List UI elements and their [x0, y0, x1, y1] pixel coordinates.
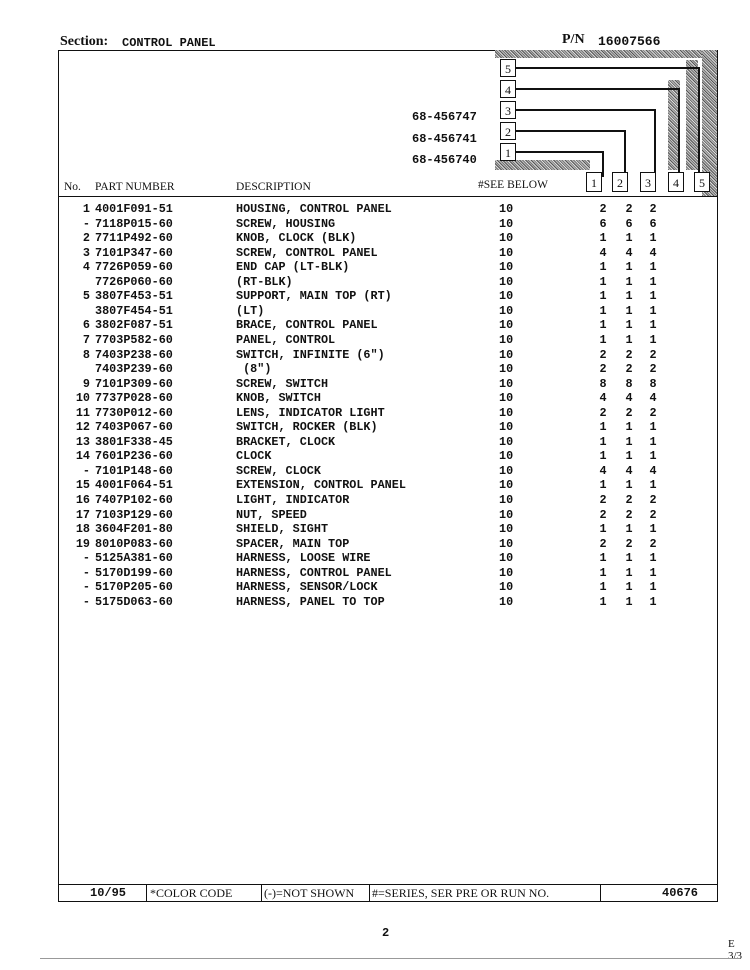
- table-row: [60, 595, 715, 610]
- row-qty-series-2: 4: [625, 463, 633, 478]
- row-see-below: 10: [499, 347, 514, 362]
- row-description: HARNESS, LOOSE WIRE: [236, 551, 371, 566]
- row-qty-series-3: 1: [649, 551, 657, 566]
- row-qty-series-1: 2: [599, 405, 607, 420]
- row-qty-series-2: 2: [625, 493, 633, 507]
- row-qty-series-3: 1: [649, 318, 657, 333]
- table-row: [60, 449, 715, 464]
- row-qty-series-3: 1: [649, 594, 657, 609]
- row-qty-series-1: 1: [599, 434, 607, 449]
- footer-divider-4: [600, 885, 601, 901]
- row-see-below: 10: [499, 493, 514, 507]
- column-header-see-below: #SEE BELOW: [478, 179, 548, 191]
- row-qty-series-2: 2: [625, 536, 633, 551]
- row-part-number: 7726P059-60: [95, 260, 173, 275]
- footer-date: 10/95: [90, 886, 127, 900]
- row-item-number: 6: [82, 318, 90, 333]
- row-qty-series-1: 6: [599, 216, 607, 231]
- row-see-below: 10: [499, 449, 514, 464]
- table-row: [60, 289, 715, 304]
- row-qty-series-2: 1: [625, 420, 633, 435]
- table-row: [60, 537, 715, 552]
- table-row: [60, 420, 715, 435]
- row-qty-series-3: 6: [649, 216, 657, 231]
- row-description: LENS, INDICATOR LIGHT: [236, 405, 385, 420]
- row-part-number: 7703P582-60: [95, 332, 173, 347]
- row-qty-series-2: 2: [625, 347, 633, 362]
- row-qty-series-1: 4: [599, 391, 607, 406]
- series-line-5: [516, 67, 700, 177]
- row-qty-series-3: 1: [649, 449, 657, 464]
- row-description: END CAP (LT-BLK): [236, 260, 350, 275]
- row-part-number: 4001F091-51: [95, 202, 173, 216]
- row-description: KNOB, CLOCK (BLK): [236, 231, 357, 246]
- row-qty-series-2: 1: [625, 303, 633, 318]
- column-header-no: No.: [64, 181, 81, 193]
- table-row: [60, 362, 715, 377]
- row-part-number: 7403P238-60: [95, 347, 173, 362]
- row-item-number: 2: [82, 231, 90, 246]
- series-column-5: 5: [694, 172, 710, 192]
- row-part-number: 5125A381-60: [95, 551, 173, 566]
- row-qty-series-3: 1: [649, 303, 657, 318]
- row-qty-series-3: 2: [649, 507, 657, 522]
- row-qty-series-3: 1: [649, 260, 657, 275]
- row-description: EXTENSION, CONTROL PANEL: [236, 478, 406, 493]
- row-qty-series-2: 1: [625, 274, 633, 289]
- row-item-number: 15: [75, 478, 90, 493]
- series-diagram: [490, 50, 718, 196]
- row-qty-series-2: 1: [625, 580, 633, 595]
- row-qty-series-2: 1: [625, 260, 633, 275]
- footer-divider-1: [146, 885, 147, 901]
- stack-box-1: 1: [500, 143, 516, 161]
- table-row: [60, 566, 715, 581]
- row-part-number: 7103P129-60: [95, 507, 173, 522]
- table-row: [60, 522, 715, 537]
- row-qty-series-2: 1: [625, 231, 633, 246]
- row-qty-series-2: 2: [625, 362, 633, 377]
- row-qty-series-2: 2: [625, 405, 633, 420]
- row-see-below: 10: [499, 522, 514, 537]
- row-qty-series-3: 1: [649, 580, 657, 595]
- table-row: [60, 217, 715, 232]
- row-qty-series-3: 2: [649, 347, 657, 362]
- row-see-below: 10: [499, 536, 514, 551]
- row-see-below: 10: [499, 260, 514, 275]
- row-part-number: 7403P239-60: [95, 362, 173, 377]
- row-part-number: 3604F201-80: [95, 522, 173, 537]
- row-part-number: 7726P060-60: [95, 274, 173, 289]
- row-part-number: 3801F338-45: [95, 434, 173, 449]
- row-description: CLOCK: [236, 449, 272, 464]
- row-item-number: 1: [82, 202, 90, 216]
- row-description: SWITCH, ROCKER (BLK): [236, 420, 378, 435]
- row-part-number: 7601P236-60: [95, 449, 173, 464]
- series-column-3: 3: [640, 172, 656, 192]
- row-qty-series-1: 2: [599, 362, 607, 377]
- row-see-below: 10: [499, 405, 514, 420]
- row-description: HARNESS, CONTROL PANEL: [236, 565, 392, 580]
- row-description: SCREW, CONTROL PANEL: [236, 245, 378, 260]
- row-item-number: 19: [75, 536, 90, 551]
- row-part-number: 7730P012-60: [95, 405, 173, 420]
- stack-box-2: 2: [500, 122, 516, 140]
- row-part-number: 3802F087-51: [95, 318, 173, 333]
- row-qty-series-2: 4: [625, 245, 633, 260]
- row-qty-series-2: 1: [625, 565, 633, 580]
- row-see-below: 10: [499, 318, 514, 333]
- row-qty-series-3: 1: [649, 522, 657, 537]
- footer-not-shown: (-)=NOT SHOWN: [264, 886, 355, 900]
- row-item-number: 10: [75, 391, 90, 406]
- row-item-number: 11: [75, 405, 90, 420]
- row-description: SUPPORT, MAIN TOP (RT): [236, 289, 392, 304]
- row-qty-series-1: 1: [599, 303, 607, 318]
- row-qty-series-1: 1: [599, 594, 607, 609]
- row-qty-series-1: 1: [599, 420, 607, 435]
- table-row: [60, 391, 715, 406]
- row-qty-series-2: 1: [625, 434, 633, 449]
- footer-divider: [58, 884, 718, 885]
- row-description: SPACER, MAIN TOP: [236, 536, 350, 551]
- row-item-number: 17: [75, 507, 90, 522]
- row-qty-series-3: 4: [649, 245, 657, 260]
- row-item-number: 5: [82, 289, 90, 304]
- row-qty-series-2: 1: [625, 449, 633, 464]
- row-qty-series-1: 1: [599, 289, 607, 304]
- row-see-below: 10: [499, 245, 514, 260]
- row-qty-series-1: 2: [599, 507, 607, 522]
- footer-doc-number: 40676: [662, 886, 699, 900]
- row-qty-series-1: 1: [599, 231, 607, 246]
- row-item-number: -: [82, 580, 90, 595]
- row-qty-series-1: 1: [599, 478, 607, 493]
- row-qty-series-3: 1: [649, 289, 657, 304]
- header-divider: [58, 196, 718, 197]
- table-row: [60, 580, 715, 595]
- row-qty-series-3: 1: [649, 478, 657, 493]
- row-part-number: 7101P309-60: [95, 376, 173, 391]
- table-row: [60, 304, 715, 319]
- stack-box-4: 4: [500, 80, 516, 98]
- row-item-number: 8: [82, 347, 90, 362]
- row-description: SHIELD, SIGHT: [236, 522, 329, 537]
- row-qty-series-1: 8: [599, 376, 607, 391]
- row-see-below: 10: [499, 434, 514, 449]
- row-see-below: 10: [499, 507, 514, 522]
- row-see-below: 10: [499, 565, 514, 580]
- row-item-number: 13: [75, 434, 90, 449]
- table-row: [60, 377, 715, 392]
- row-item-number: -: [82, 216, 90, 231]
- row-item-number: -: [82, 594, 90, 609]
- table-row: [60, 202, 715, 217]
- part-number-label: P/N: [562, 32, 585, 47]
- row-qty-series-3: 2: [649, 202, 657, 216]
- row-description: BRACKET, CLOCK: [236, 434, 336, 449]
- row-qty-series-1: 1: [599, 565, 607, 580]
- series-code-1: 68-456740: [412, 153, 477, 167]
- row-qty-series-2: 8: [625, 376, 633, 391]
- row-item-number: 3: [82, 245, 90, 260]
- series-column-1: 1: [586, 172, 602, 192]
- table-row: [60, 406, 715, 421]
- row-item-number: 16: [75, 493, 90, 507]
- footer-divider-3: [369, 885, 370, 901]
- table-row: [60, 333, 715, 348]
- row-see-below: 10: [499, 580, 514, 595]
- row-qty-series-1: 1: [599, 274, 607, 289]
- row-item-number: -: [82, 551, 90, 566]
- table-row: [60, 246, 715, 261]
- row-qty-series-2: 2: [625, 507, 633, 522]
- row-see-below: 10: [499, 332, 514, 347]
- row-description: HARNESS, SENSOR/LOCK: [236, 580, 378, 595]
- table-row: [60, 275, 715, 290]
- row-description: (8"): [236, 362, 272, 377]
- row-qty-series-3: 2: [649, 362, 657, 377]
- row-description: (LT): [236, 303, 265, 318]
- row-description: PANEL, CONTROL: [236, 332, 336, 347]
- row-see-below: 10: [499, 391, 514, 406]
- table-row: [60, 508, 715, 523]
- row-description: HOUSING, CONTROL PANEL: [236, 202, 392, 216]
- row-description: SCREW, SWITCH: [236, 376, 329, 391]
- row-description: SWITCH, INFINITE (6"): [236, 347, 385, 362]
- row-qty-series-2: 1: [625, 332, 633, 347]
- row-part-number: 7711P492-60: [95, 231, 173, 246]
- row-item-number: 4: [82, 260, 90, 275]
- table-row: [60, 260, 715, 275]
- table-row: [60, 435, 715, 450]
- row-part-number: 5170D199-60: [95, 565, 173, 580]
- row-see-below: 10: [499, 376, 514, 391]
- table-row: [60, 231, 715, 246]
- row-part-number: 5175D063-60: [95, 594, 173, 609]
- stack-box-3: 3: [500, 101, 516, 119]
- row-part-number: 7101P347-60: [95, 245, 173, 260]
- row-part-number: 3807F453-51: [95, 289, 173, 304]
- row-qty-series-3: 1: [649, 434, 657, 449]
- row-description: HARNESS, PANEL TO TOP: [236, 594, 385, 609]
- row-part-number: 7407P102-60: [95, 493, 173, 507]
- row-qty-series-2: 4: [625, 391, 633, 406]
- row-item-number: 14: [75, 449, 90, 464]
- column-header-description: DESCRIPTION: [236, 181, 311, 193]
- row-qty-series-1: 2: [599, 202, 607, 216]
- table-row: [60, 478, 715, 493]
- row-qty-series-2: 1: [625, 551, 633, 566]
- row-description: LIGHT, INDICATOR: [236, 493, 350, 507]
- row-qty-series-1: 2: [599, 493, 607, 507]
- row-part-number: 7101P148-60: [95, 463, 173, 478]
- diagram-shading-top: [495, 50, 717, 58]
- row-qty-series-3: 1: [649, 565, 657, 580]
- row-qty-series-1: 1: [599, 260, 607, 275]
- part-number-value: 16007566: [598, 34, 661, 49]
- row-qty-series-3: 2: [649, 536, 657, 551]
- row-qty-series-1: 1: [599, 449, 607, 464]
- scan-edge-line: [40, 958, 740, 959]
- row-qty-series-3: 8: [649, 376, 657, 391]
- row-description: SCREW, CLOCK: [236, 463, 321, 478]
- row-qty-series-3: 1: [649, 231, 657, 246]
- series-code-3: 68-456747: [412, 110, 477, 124]
- stack-box-5: 5: [500, 59, 516, 77]
- row-qty-series-1: 4: [599, 463, 607, 478]
- row-part-number: 7403P067-60: [95, 420, 173, 435]
- row-see-below: 10: [499, 478, 514, 493]
- row-qty-series-1: 1: [599, 551, 607, 566]
- row-part-number: 7737P028-60: [95, 391, 173, 406]
- row-see-below: 10: [499, 216, 514, 231]
- row-description: KNOB, SWITCH: [236, 391, 321, 406]
- row-qty-series-3: 2: [649, 493, 657, 507]
- row-see-below: 10: [499, 303, 514, 318]
- row-qty-series-3: 4: [649, 463, 657, 478]
- table-row: [60, 464, 715, 479]
- footer-series-note: #=SERIES, SER PRE OR RUN NO.: [372, 886, 550, 900]
- row-item-number: 9: [82, 376, 90, 391]
- row-see-below: 10: [499, 420, 514, 435]
- series-code-2: 68-456741: [412, 132, 477, 146]
- row-qty-series-1: 1: [599, 332, 607, 347]
- row-description: NUT, SPEED: [236, 507, 307, 522]
- row-qty-series-2: 1: [625, 522, 633, 537]
- row-item-number: 12: [75, 420, 90, 435]
- row-see-below: 10: [499, 289, 514, 304]
- table-row: [60, 493, 715, 508]
- row-see-below: 10: [499, 231, 514, 246]
- row-qty-series-2: 1: [625, 289, 633, 304]
- row-qty-series-1: 1: [599, 522, 607, 537]
- series-column-4: 4: [668, 172, 684, 192]
- row-qty-series-1: 2: [599, 347, 607, 362]
- row-see-below: 10: [499, 551, 514, 566]
- row-item-number: -: [82, 463, 90, 478]
- row-see-below: 10: [499, 202, 514, 216]
- row-qty-series-3: 1: [649, 274, 657, 289]
- table-row: [60, 551, 715, 566]
- page-number: 2: [382, 926, 390, 940]
- table-row: [60, 348, 715, 363]
- row-part-number: 7118P015-60: [95, 216, 173, 231]
- corner-mark: E 3/3: [728, 938, 743, 962]
- table-row: [60, 318, 715, 333]
- row-qty-series-2: 1: [625, 594, 633, 609]
- row-qty-series-3: 2: [649, 405, 657, 420]
- series-column-2: 2: [612, 172, 628, 192]
- row-part-number: 5170P205-60: [95, 580, 173, 595]
- row-see-below: 10: [499, 362, 514, 377]
- row-part-number: 8010P083-60: [95, 536, 173, 551]
- row-see-below: 10: [499, 594, 514, 609]
- row-see-below: 10: [499, 274, 514, 289]
- row-qty-series-2: 2: [625, 202, 633, 216]
- row-qty-series-1: 4: [599, 245, 607, 260]
- row-qty-series-2: 6: [625, 216, 633, 231]
- row-item-number: 7: [82, 332, 90, 347]
- row-item-number: 18: [75, 522, 90, 537]
- row-qty-series-2: 1: [625, 318, 633, 333]
- row-qty-series-3: 1: [649, 332, 657, 347]
- row-qty-series-1: 1: [599, 318, 607, 333]
- row-qty-series-1: 2: [599, 536, 607, 551]
- footer-divider-2: [261, 885, 262, 901]
- column-header-part-number: PART NUMBER: [95, 181, 175, 193]
- row-qty-series-3: 1: [649, 420, 657, 435]
- row-item-number: -: [82, 565, 90, 580]
- row-qty-series-1: 1: [599, 580, 607, 595]
- row-see-below: 10: [499, 463, 514, 478]
- section-label: Section:: [60, 34, 109, 49]
- section-value: CONTROL PANEL: [122, 36, 216, 50]
- row-description: (RT-BLK): [236, 274, 293, 289]
- row-description: BRACE, CONTROL PANEL: [236, 318, 378, 333]
- row-description: SCREW, HOUSING: [236, 216, 336, 231]
- row-part-number: 3807F454-51: [95, 303, 173, 318]
- row-qty-series-2: 1: [625, 478, 633, 493]
- row-part-number: 4001F064-51: [95, 478, 173, 493]
- row-qty-series-3: 4: [649, 391, 657, 406]
- footer-color-code: *COLOR CODE: [150, 886, 233, 900]
